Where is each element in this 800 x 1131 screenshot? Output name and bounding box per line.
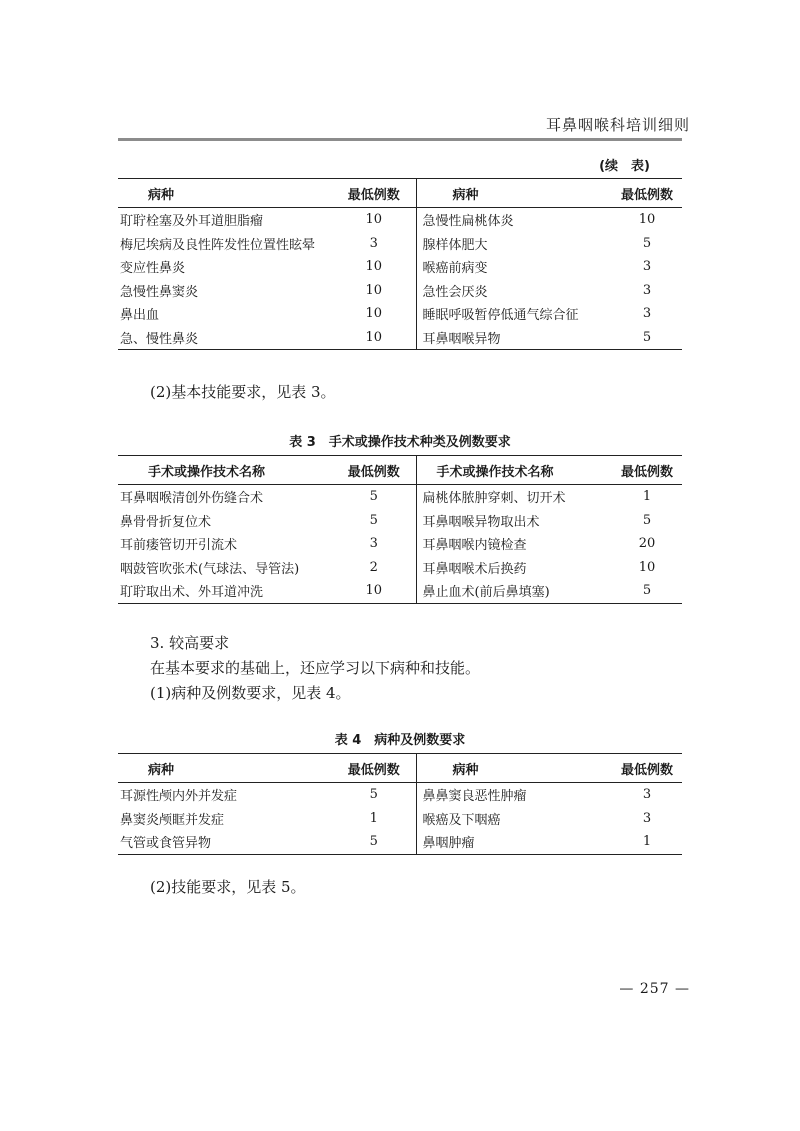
table-row — [118, 532, 682, 556]
header-rule — [118, 138, 682, 141]
column-header: 最低例数 — [620, 187, 673, 203]
cell-count: 5 — [332, 830, 416, 854]
paragraph-skill-requirements: (2)技能要求，见表 5。 — [150, 878, 306, 896]
paragraph-basic-skills: (2)基本技能要求，见表 3。 — [150, 383, 336, 401]
table-row — [118, 807, 682, 831]
cell-count: 5 — [332, 485, 416, 509]
table-row — [118, 302, 682, 326]
continued-table-label: (续 表) — [599, 159, 650, 174]
column-header: 最低例数 — [332, 179, 416, 208]
table-header-row — [118, 754, 682, 783]
cell-disease: 梅尼埃病及良性阵发性位置性眩晕 — [120, 237, 316, 253]
cell-count: 10 — [332, 326, 416, 350]
table-header-row — [118, 179, 682, 208]
column-header: 手术或操作技术名称 — [148, 464, 266, 480]
cell-disease: 腺样体肥大 — [422, 237, 488, 253]
table-row — [118, 232, 682, 256]
table-continued — [118, 178, 682, 350]
cell-disease: 鼻窦炎颅眶并发症 — [120, 812, 225, 828]
column-header: 病种 — [148, 762, 175, 778]
cell-disease: 鼻咽肿瘤 — [422, 836, 475, 852]
cell-disease: 鼻鼻窦良恶性肿瘤 — [422, 789, 527, 805]
column-header: 病种 — [452, 187, 479, 203]
cell-count: 3 — [642, 810, 652, 826]
cell-count: 10 — [332, 302, 416, 326]
cell-disease: 急慢性鼻窦炎 — [120, 284, 199, 300]
running-header: 耳鼻咽喉科培训细则 — [545, 116, 690, 134]
table-row — [118, 830, 682, 854]
cell-procedure: 耵聍取出术、外耳道冲洗 — [120, 585, 264, 601]
table3-caption: 表 3 手术或操作技术种类及例数要求 — [289, 435, 511, 450]
table-row — [118, 485, 682, 509]
cell-disease: 喉癌及下咽癌 — [422, 812, 501, 828]
cell-count: 10 — [332, 279, 416, 303]
column-header: 最低例数 — [332, 456, 416, 485]
cell-procedure: 耳鼻咽喉异物取出术 — [422, 514, 540, 530]
page-number: — 257 — — [619, 981, 690, 997]
cell-procedure: 耳鼻咽喉清创外伤缝合术 — [120, 491, 264, 507]
cell-count: 5 — [332, 509, 416, 533]
cell-count: 3 — [332, 232, 416, 256]
cell-procedure: 耳鼻咽喉内镜检查 — [422, 538, 527, 554]
table-3 — [118, 455, 682, 604]
cell-disease: 喉癌前病变 — [422, 261, 488, 277]
cell-procedure: 咽鼓管吹张术(气球法、导管法) — [120, 561, 300, 577]
cell-procedure: 鼻止血术(前后鼻填塞) — [422, 585, 550, 601]
table-row — [118, 279, 682, 303]
cell-count: 10 — [332, 208, 416, 232]
cell-disease: 鼻出血 — [120, 308, 160, 324]
cell-count: 10 — [638, 212, 656, 228]
cell-count: 5 — [332, 783, 416, 807]
column-header: 最低例数 — [332, 754, 416, 783]
table-header-row — [118, 456, 682, 485]
cell-count: 10 — [332, 579, 416, 603]
section-heading-advanced: 3. 较高要求 — [150, 634, 230, 652]
column-header: 手术或操作技术名称 — [436, 464, 554, 480]
cell-count: 3 — [642, 282, 652, 298]
cell-disease: 急慢性扁桃体炎 — [422, 214, 514, 230]
cell-count: 10 — [638, 559, 656, 575]
cell-count: 1 — [642, 834, 652, 850]
cell-disease: 耵聍栓塞及外耳道胆脂瘤 — [120, 214, 264, 230]
cell-procedure: 扁桃体脓肿穿刺、切开术 — [422, 491, 566, 507]
cell-count: 3 — [642, 306, 652, 322]
cell-count: 20 — [638, 536, 656, 552]
cell-count: 1 — [642, 489, 652, 505]
cell-count: 5 — [642, 512, 652, 528]
cell-count: 3 — [332, 532, 416, 556]
cell-count: 10 — [332, 255, 416, 279]
cell-count: 5 — [642, 235, 652, 251]
table-4 — [118, 753, 682, 855]
column-header: 病种 — [452, 762, 479, 778]
column-header: 病种 — [148, 187, 175, 203]
table4-caption: 表 4 病种及例数要求 — [334, 733, 466, 748]
table-row — [118, 208, 682, 232]
cell-disease: 气管或食管异物 — [120, 836, 212, 852]
table-row — [118, 326, 682, 350]
table-row — [118, 579, 682, 603]
cell-disease: 耳鼻咽喉异物 — [422, 331, 501, 347]
cell-count: 3 — [642, 787, 652, 803]
cell-procedure: 耳鼻咽喉术后换药 — [422, 561, 527, 577]
cell-procedure: 耳前瘘管切开引流术 — [120, 538, 238, 554]
table-row — [118, 255, 682, 279]
column-header: 最低例数 — [620, 762, 673, 778]
cell-count: 5 — [642, 583, 652, 599]
cell-count: 2 — [332, 556, 416, 580]
cell-disease: 急性会厌炎 — [422, 284, 488, 300]
cell-disease: 耳源性颅内外并发症 — [120, 789, 238, 805]
paragraph-disease-requirements: (1)病种及例数要求，见表 4。 — [150, 684, 351, 702]
table-row — [118, 783, 682, 807]
table-row — [118, 509, 682, 533]
cell-count: 3 — [642, 259, 652, 275]
column-header: 最低例数 — [620, 464, 673, 480]
cell-count: 5 — [642, 329, 652, 345]
cell-count: 1 — [332, 807, 416, 831]
paragraph-advanced-intro: 在基本要求的基础上，还应学习以下病种和技能。 — [150, 659, 481, 677]
cell-disease: 睡眠呼吸暂停低通气综合征 — [422, 308, 579, 324]
cell-disease: 变应性鼻炎 — [120, 261, 186, 277]
cell-procedure: 鼻骨骨折复位术 — [120, 514, 212, 530]
cell-disease: 急、慢性鼻炎 — [120, 331, 199, 347]
table-row — [118, 556, 682, 580]
